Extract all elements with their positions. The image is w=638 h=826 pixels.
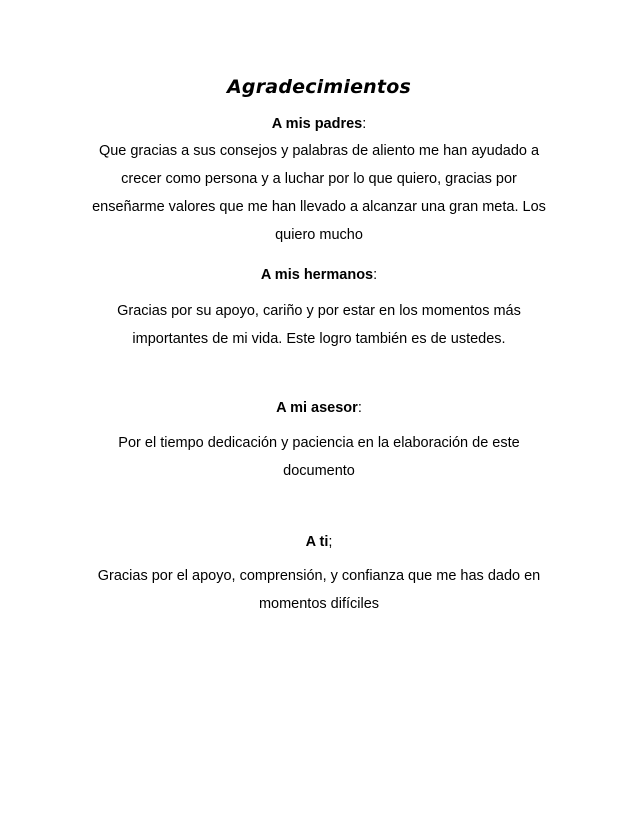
section-body-ti xyxy=(80,562,558,618)
section-heading-label: A mi asesor xyxy=(276,400,358,416)
body-line: Por el tiempo dedicación y paciencia en la elaboración de este xyxy=(118,435,520,451)
body-line: crecer como persona y a luchar por lo que quiero, gracias por xyxy=(121,171,517,187)
section-heading-punct: : xyxy=(373,267,378,283)
section-heading-punct: : xyxy=(357,400,362,416)
section-heading-hermanos xyxy=(0,265,638,285)
section-heading-label: A mis padres xyxy=(271,116,363,132)
body-line: Gracias por su apoyo, cariño y por estar en los momentos más xyxy=(117,303,521,319)
body-line: enseñarme valores que me han llevado a alcanzar una gran meta. Los xyxy=(92,199,546,215)
section-heading-label: A ti xyxy=(305,534,329,550)
body-line: documento xyxy=(283,463,355,479)
section-body-hermanos xyxy=(80,297,558,353)
section-heading-asesor xyxy=(0,398,638,418)
section-heading-padres xyxy=(0,114,638,134)
body-line: importantes de mi vida. Este logro también es de ustedes. xyxy=(132,331,506,347)
section-heading-label: A mis hermanos xyxy=(260,267,374,283)
body-line: momentos difíciles xyxy=(258,596,380,612)
body-line: Gracias por el apoyo, comprensión, y confianza que me has dado en xyxy=(97,568,541,584)
section-heading-punct: ; xyxy=(328,534,333,550)
section-body-padres xyxy=(80,137,558,249)
section-heading-ti xyxy=(0,532,638,552)
section-body-asesor xyxy=(80,429,558,485)
page-title: Agradecimientos xyxy=(227,76,411,98)
section-heading-punct: : xyxy=(362,116,367,132)
body-line: quiero mucho xyxy=(275,227,363,243)
body-line: Que gracias a sus consejos y palabras de aliento me han ayudado a xyxy=(98,143,540,159)
